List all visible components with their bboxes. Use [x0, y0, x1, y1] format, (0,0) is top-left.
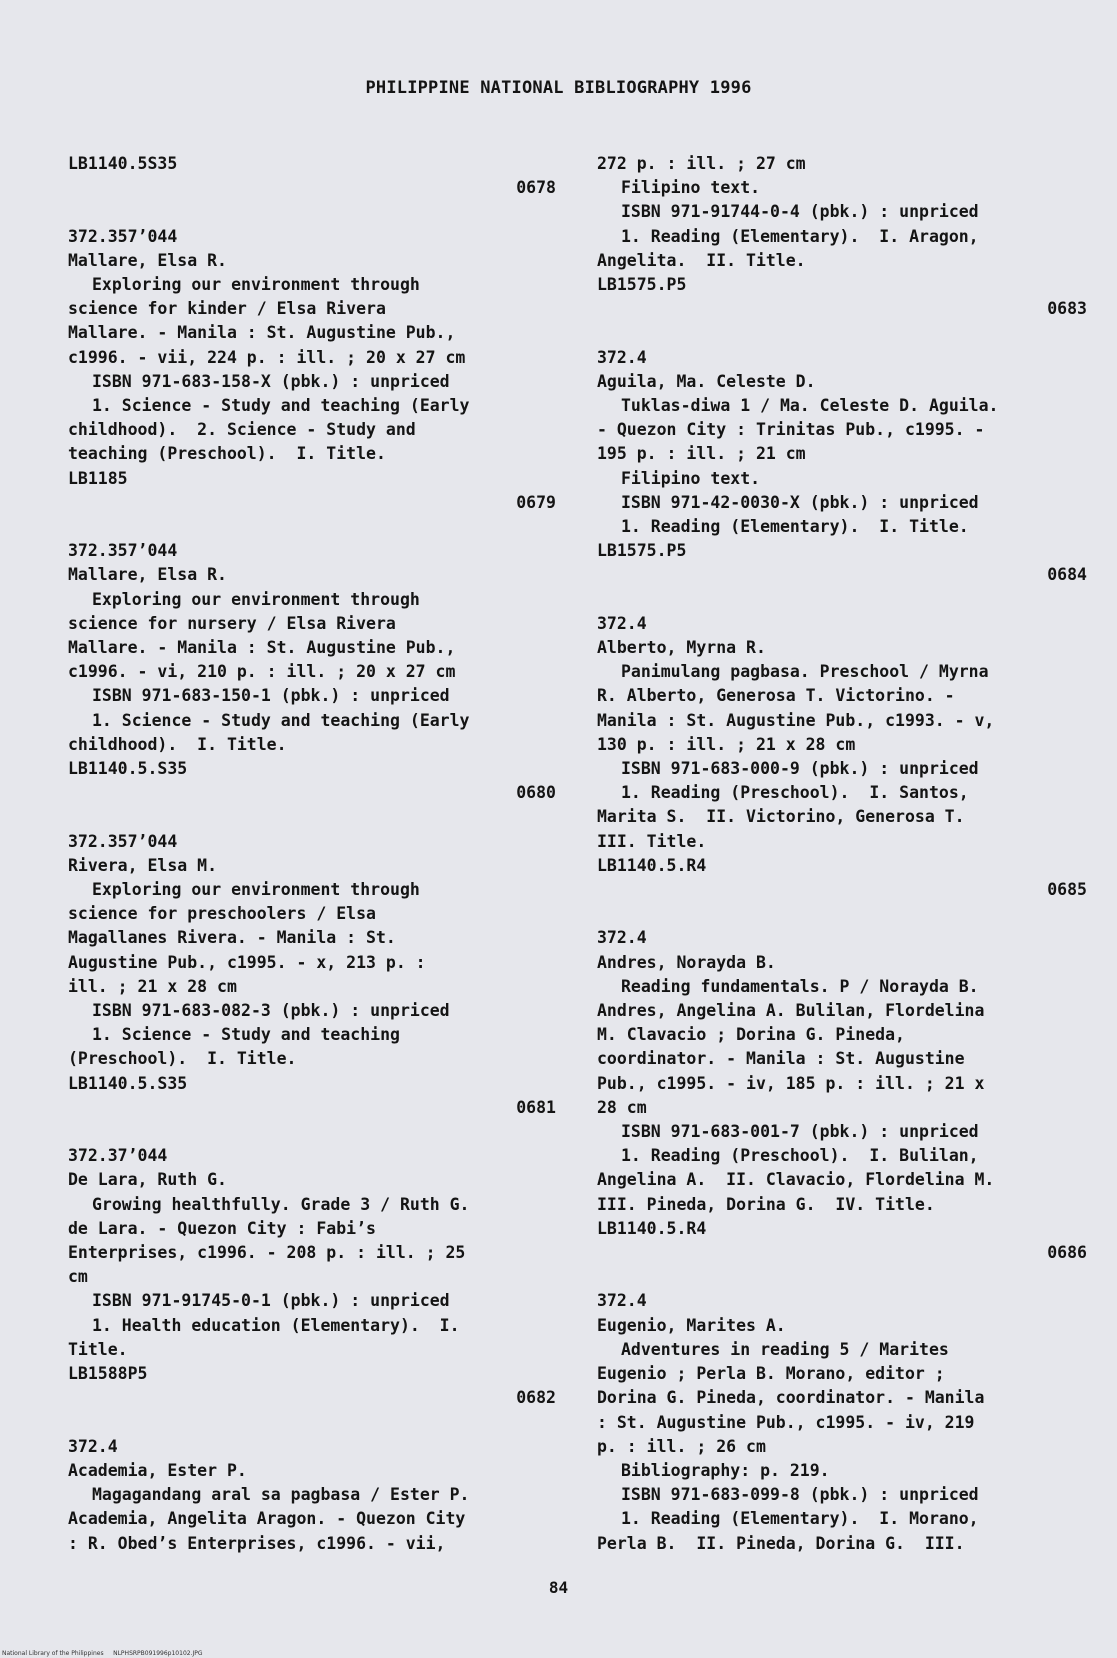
- entry-line: Pub., c1995. - iv, 185 p. : ill. ; 21 x: [597, 1073, 985, 1093]
- entry-line: Academia, Ester P.: [68, 1460, 247, 1480]
- entry-line: 372.4: [597, 928, 647, 948]
- entry-line: c1996. - vii, 224 p. : ill. ; 20 x 27 cm: [68, 347, 466, 367]
- entry-line: Bibliography: p. 219.: [621, 1460, 830, 1480]
- entry-line: Title.: [68, 1339, 128, 1359]
- entry-line: 1. Reading (Preschool). I. Santos,: [621, 783, 969, 803]
- entry-line: Angelina A. II. Clavacio, Flordelina M.: [597, 1170, 995, 1190]
- entry-line: 372.4: [597, 1291, 647, 1311]
- entry-line: 1. Health education (Elementary). I.: [92, 1315, 460, 1335]
- entry-line: LB1588P5: [68, 1364, 148, 1384]
- entry-line: Rivera, Elsa M.: [68, 855, 218, 875]
- entry-line: 1. Science - Study and teaching: [92, 1025, 400, 1045]
- bibliographic-entry: [597, 152, 1087, 321]
- entry-line: Perla B. II. Pineda, Dorina G. III.: [597, 1533, 965, 1553]
- entry-line: 1. Reading (Elementary). I. Title.: [621, 517, 969, 537]
- entry-line: 1. Reading (Preschool). I. Bulilan,: [621, 1146, 979, 1166]
- entry-line: coordinator. - Manila : St. Augustine: [597, 1049, 965, 1069]
- entry-number: 0680: [516, 783, 556, 803]
- entry-number: 0685: [1047, 880, 1087, 900]
- entry-line: LB1140.5.R4: [597, 855, 707, 875]
- entry-line: ISBN 971-683-099-8 (pbk.) : unpriced: [621, 1485, 979, 1505]
- entry-spacer: [597, 321, 1087, 345]
- entry-line: Enterprises, c1996. - 208 p. : ill. ; 25: [68, 1243, 466, 1263]
- entry-line: 1. Science - Study and teaching (Early: [92, 396, 470, 416]
- bibliographic-entry: [68, 539, 556, 805]
- entry-line: ISBN 971-42-0030-X (pbk.) : unpriced: [621, 492, 979, 512]
- entry-line: 1. Reading (Elementary). I. Morano,: [621, 1509, 979, 1529]
- bibliographic-entry: [68, 1144, 556, 1410]
- entry-line: III. Pineda, Dorina G. IV. Title.: [597, 1194, 935, 1214]
- entry-line: LB1140.5.S35: [68, 1073, 188, 1093]
- entry-line: Alberto, Myrna R.: [597, 638, 766, 658]
- entry-line: Growing healthfully. Grade 3 / Ruth G.: [92, 1194, 470, 1214]
- entry-line: 372.37’044: [68, 1146, 168, 1166]
- right-column: [597, 152, 1087, 1556]
- entry-line: Dorina G. Pineda, coordinator. - Manila: [597, 1388, 985, 1408]
- entry-line: De Lara, Ruth G.: [68, 1170, 227, 1190]
- bibliographic-entry: [68, 1435, 556, 1556]
- entry-line: Magallanes Rivera. - Manila : St.: [68, 928, 396, 948]
- entry-line: : R. Obed’s Enterprises, c1996. - vii,: [68, 1533, 446, 1553]
- entry-line: ISBN 971-683-001-7 (pbk.) : unpriced: [621, 1122, 979, 1142]
- entry-spacer: [68, 200, 556, 224]
- entry-line: Eugenio, Marites A.: [597, 1315, 786, 1335]
- entry-line: Manila : St. Augustine Pub., c1993. - v,: [597, 710, 995, 730]
- entry-spacer: [597, 588, 1087, 612]
- entry-line: LB1575.P5: [597, 275, 687, 295]
- entry-spacer: [68, 1411, 556, 1435]
- entry-line: teaching (Preschool). I. Title.: [68, 444, 386, 464]
- entry-line: 28 cm: [597, 1097, 647, 1117]
- left-column: [68, 152, 556, 1556]
- entry-spacer: [597, 902, 1087, 926]
- entry-line: 195 p. : ill. ; 21 cm: [597, 444, 806, 464]
- page-title: PHILIPPINE NATIONAL BIBLIOGRAPHY 1996: [365, 78, 752, 98]
- entry-line: de Lara. - Quezon City : Fabi’s: [68, 1218, 376, 1238]
- entry-line: LB1140.5S35: [68, 154, 178, 173]
- entry-line: 130 p. : ill. ; 21 x 28 cm: [597, 734, 856, 754]
- entry-line: ISBN 971-683-158-X (pbk.) : unpriced: [92, 371, 450, 391]
- entry-line: ISBN 971-683-082-3 (pbk.) : unpriced: [92, 1001, 450, 1021]
- entry-line: childhood). I. Title.: [68, 734, 287, 754]
- entry-line: science for nursery / Elsa Rivera: [68, 613, 396, 633]
- bibliographic-entry: [68, 152, 556, 200]
- entry-line: Augustine Pub., c1995. - x, 213 p. :: [68, 952, 426, 972]
- entry-line: Tuklas-diwa 1 / Ma. Celeste D. Aguila.: [621, 396, 999, 416]
- entry-line: ill. ; 21 x 28 cm: [68, 976, 237, 996]
- entry-number: 0683: [1047, 299, 1087, 319]
- entry-line: 1. Science - Study and teaching (Early: [92, 710, 470, 730]
- entry-line: - Quezon City : Trinitas Pub., c1995. -: [597, 420, 985, 440]
- entry-line: Panimulang pagbasa. Preschool / Myrna: [621, 662, 989, 682]
- entry-line: Mallare, Elsa R.: [68, 565, 227, 585]
- entry-line: : St. Augustine Pub., c1995. - iv, 219: [597, 1412, 975, 1432]
- entry-line: Angelita. II. Title.: [597, 250, 806, 270]
- entry-line: Eugenio ; Perla B. Morano, editor ;: [597, 1364, 945, 1384]
- entry-number: 0678: [516, 178, 556, 198]
- bibliographic-entry: [597, 346, 1087, 588]
- bibliographic-entry: [597, 1289, 1087, 1555]
- entry-line: Mallare. - Manila : St. Augustine Pub.,: [68, 323, 456, 343]
- entry-number: 0684: [1047, 565, 1087, 585]
- entry-line: ISBN 971-683-150-1 (pbk.) : unpriced: [92, 686, 450, 706]
- entry-line: 372.4: [68, 1436, 118, 1456]
- entry-line: 372.4: [597, 613, 647, 633]
- bibliographic-entry: [68, 225, 556, 515]
- page-number: 84: [548, 1578, 569, 1597]
- entry-spacer: [68, 515, 556, 539]
- entry-line: Aguila, Ma. Celeste D.: [597, 371, 816, 391]
- entry-line: R. Alberto, Generosa T. Victorino. -: [597, 686, 955, 706]
- bibliographic-entry: [68, 830, 556, 1120]
- scan-footer: National Library of the Philippines NLPHSRPB091996p10102.JPG: [2, 1650, 203, 1657]
- entry-line: Andres, Norayda B.: [597, 952, 776, 972]
- entry-line: Reading fundamentals. P / Norayda B.: [621, 976, 979, 996]
- entry-spacer: [68, 805, 556, 829]
- entry-line: III. Title.: [597, 831, 707, 851]
- entry-spacer: [68, 1120, 556, 1144]
- entry-line: LB1140.5.S35: [68, 759, 188, 779]
- entry-line: Andres, Angelina A. Bulilan, Flordelina: [597, 1001, 985, 1021]
- entry-line: Mallare. - Manila : St. Augustine Pub.,: [68, 638, 456, 658]
- entry-number: 0679: [516, 492, 556, 512]
- entry-line: cm: [68, 1267, 88, 1287]
- entry-line: Academia, Angelita Aragon. - Quezon City: [68, 1509, 466, 1529]
- entry-line: Adventures in reading 5 / Marites: [621, 1339, 949, 1359]
- entry-number: 0681: [516, 1097, 556, 1117]
- entry-line: c1996. - vi, 210 p. : ill. ; 20 x 27 cm: [68, 662, 456, 682]
- entry-number: 0686: [1047, 1243, 1087, 1263]
- entry-number: 0682: [516, 1388, 556, 1408]
- entry-line: 272 p. : ill. ; 27 cm: [597, 154, 806, 173]
- entry-line: childhood). 2. Science - Study and: [68, 420, 416, 440]
- entry-line: 372.357’044: [68, 541, 178, 561]
- entry-line: Filipino text.: [621, 468, 761, 488]
- entry-line: Marita S. II. Victorino, Generosa T.: [597, 807, 965, 827]
- entry-line: 1. Reading (Elementary). I. Aragon,: [621, 226, 979, 246]
- entry-line: LB1140.5.R4: [597, 1218, 707, 1238]
- entry-line: Exploring our environment through: [92, 880, 420, 900]
- entry-line: science for kinder / Elsa Rivera: [68, 299, 386, 319]
- entry-line: Filipino text.: [621, 178, 761, 198]
- entry-line: Magagandang aral sa pagbasa / Ester P.: [92, 1485, 470, 1505]
- entry-line: 372.4: [597, 347, 647, 367]
- entry-line: 372.357’044: [68, 831, 178, 851]
- entry-line: Exploring our environment through: [92, 275, 420, 294]
- entry-line: science for preschoolers / Elsa: [68, 904, 376, 924]
- entry-line: ISBN 971-91744-0-4 (pbk.) : unpriced: [621, 202, 979, 222]
- entry-line: LB1575.P5: [597, 541, 687, 561]
- entry-line: ISBN 971-91745-0-1 (pbk.) : unpriced: [92, 1291, 450, 1311]
- entry-line: ISBN 971-683-000-9 (pbk.) : unpriced: [621, 759, 979, 779]
- entry-line: LB1185: [68, 468, 128, 488]
- bibliographic-entry: [597, 926, 1087, 1265]
- entry-line: M. Clavacio ; Dorina G. Pineda,: [597, 1025, 905, 1045]
- entry-spacer: [597, 1265, 1087, 1289]
- entry-line: p. : ill. ; 26 cm: [597, 1436, 766, 1456]
- entry-line: (Preschool). I. Title.: [68, 1049, 297, 1069]
- bibliographic-entry: [597, 612, 1087, 902]
- entry-line: Exploring our environment through: [92, 589, 420, 609]
- entry-line: Mallare, Elsa R.: [68, 250, 227, 270]
- entry-line: 372.357’044: [68, 226, 178, 246]
